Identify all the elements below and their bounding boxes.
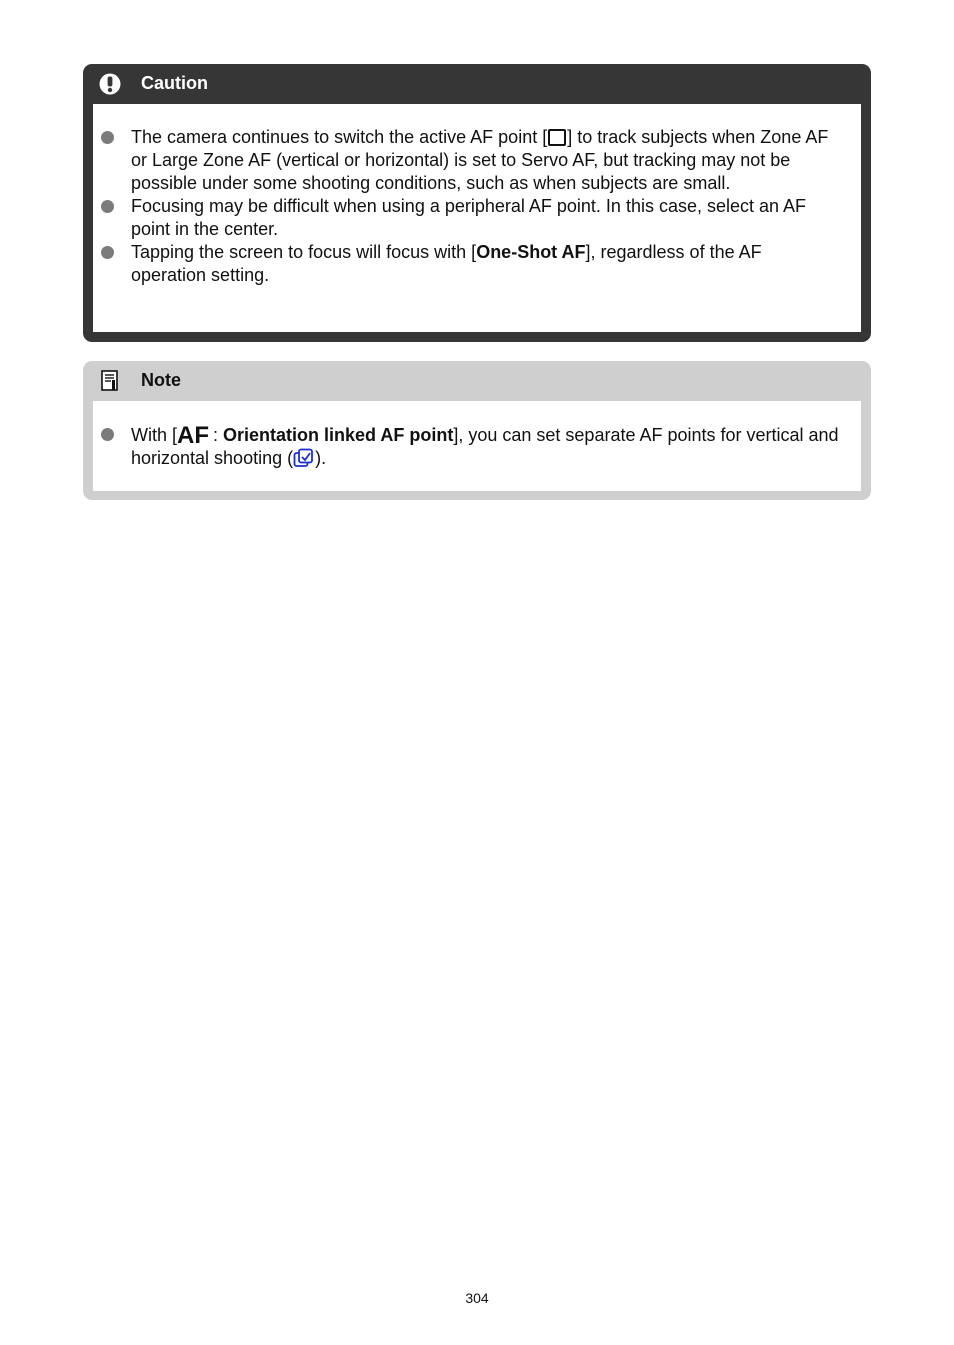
one-shot-af-label: One-Shot AF	[476, 242, 586, 262]
caution-box	[83, 64, 871, 342]
exclamation-icon	[99, 73, 121, 95]
bullet-icon	[101, 131, 114, 144]
list-item: Tapping the screen to focus will focus with [One-Shot AF], regardless of the AF operation setting.	[93, 241, 861, 287]
caution-title: Caution	[141, 73, 208, 93]
orientation-linked-label: Orientation linked AF point	[223, 425, 454, 445]
list-item: The camera continues to switch the active AF point [ ] to track subjects when Zone AF or Large Zone AF (vertical or horizontal) is set to Servo AF, but tracking may not be possible under some shooting conditions, such as when subjects are small.	[93, 126, 861, 195]
note-body	[93, 401, 861, 491]
caution-body	[93, 104, 861, 332]
af-menu-icon	[177, 423, 213, 445]
list-item: Focusing may be difficult when using a peripheral AF point. In this case, select an AF point in the center.	[93, 195, 861, 241]
svg-text:AF: AF	[177, 423, 210, 445]
note-header	[83, 361, 871, 401]
caution-header	[83, 64, 871, 104]
bullet-icon	[101, 428, 114, 441]
note-title: Note	[141, 370, 181, 390]
note-icon	[99, 370, 121, 392]
caution-list	[93, 126, 861, 287]
note-list	[93, 423, 861, 470]
bullet-icon	[101, 200, 114, 213]
page-number: 304	[465, 1290, 489, 1306]
af-frame-icon	[548, 129, 566, 146]
note-box	[83, 361, 871, 500]
list-item: With [ AF : Orientation linked AF point], you can set separate AF points for vertical and horizontal shooting ( ).	[93, 423, 861, 470]
page-link-icon[interactable]	[293, 448, 315, 468]
bullet-icon	[101, 246, 114, 259]
